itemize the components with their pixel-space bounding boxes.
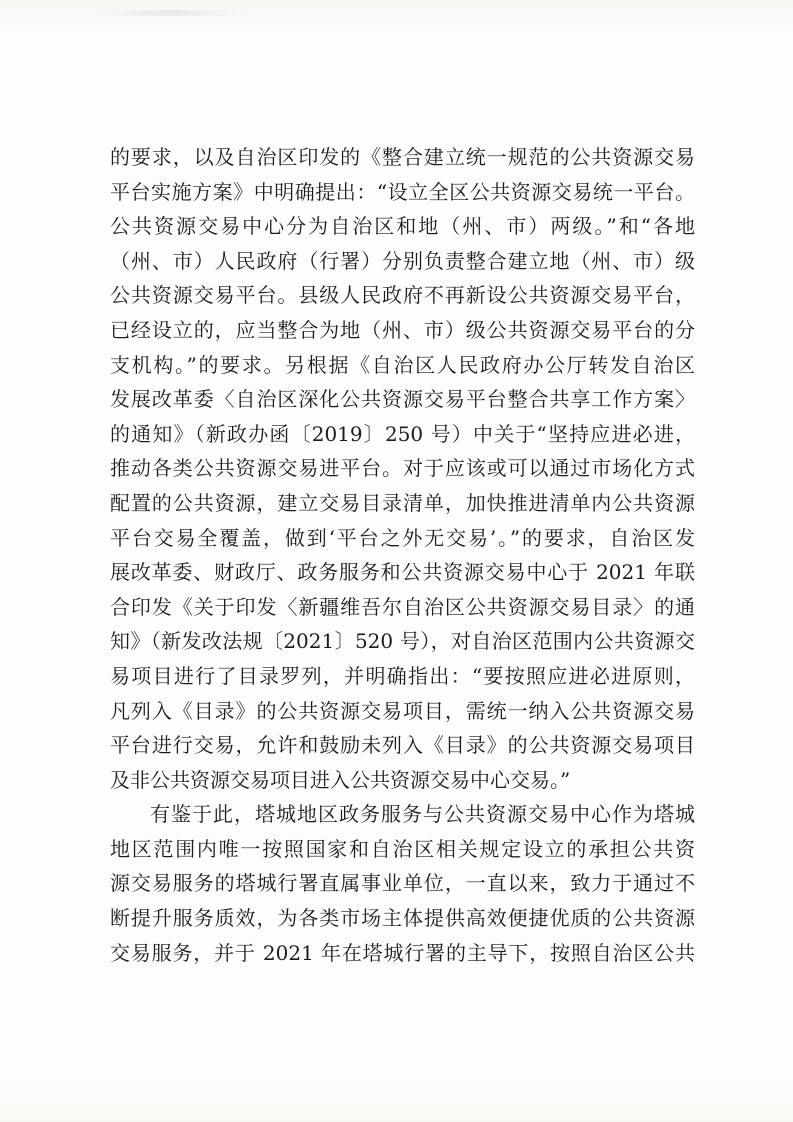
text-line: 地区范围内唯一按照国家和自治区相关规定设立的承担公共资: [110, 836, 695, 861]
paragraph-1: [110, 140, 695, 797]
text-line: 平台实施方案》中明确提出：“设立全区公共资源交易统一平台。: [110, 179, 695, 204]
scan-artifact: [95, 10, 245, 16]
text-line: 配置的公共资源，建立交易目录清单，加快推进清单内公共资源: [110, 490, 695, 515]
text-line: 合印发《关于印发〈新疆维吾尔自治区公共资源交易目录〉的通: [110, 594, 695, 619]
text-line: 凡列入《目录》的公共资源交易项目，需统一纳入公共资源交易: [110, 698, 695, 723]
text-line: 源交易服务的塔城行署直属事业单位，一直以来，致力于通过不: [110, 871, 695, 896]
text-line: 展改革委、财政厅、政务服务和公共资源交易中心于 2021 年联: [110, 560, 695, 585]
text-line: 推动各类公共资源交易进平台。对于应该或可以通过市场化方式: [110, 456, 695, 481]
text-line: 公共资源交易平台。县级人民政府不再新设公共资源交易平台，: [110, 283, 695, 308]
text-line: 支机构。”的要求。另根据《自治区人民政府办公厅转发自治区: [110, 352, 695, 377]
text-line: 知》（新发改法规〔2021〕520 号），对自治区范围内公共资源交: [110, 629, 695, 654]
text-line: 断提升服务质效，为各类市场主体提供高效便捷优质的公共资源: [110, 906, 695, 931]
text-line: 及非公共资源交易项目进入公共资源交易中心交易。”: [110, 767, 571, 792]
text-line: 易项目进行了目录罗列，并明确指出：“要按照应进必进原则，: [110, 663, 695, 688]
text-line: （州、市）人民政府（行署）分别负责整合建立地（州、市）级: [110, 248, 695, 273]
text-line: 的通知》（新政办函〔2019〕250 号）中关于“坚持应进必进，: [110, 421, 695, 446]
text-line: 平台交易全覆盖，做到‘平台之外无交易’。”的要求，自治区发: [110, 525, 695, 550]
text-line: 发展改革委〈自治区深化公共资源交易平台整合共享工作方案〉: [110, 387, 695, 412]
document-body: [110, 140, 695, 970]
text-line: 的要求，以及自治区印发的《整合建立统一规范的公共资源交易: [110, 145, 695, 169]
text-line: 交易服务，并于 2021 年在塔城行署的主导下，按照自治区公共: [110, 940, 695, 965]
text-line: 平台进行交易，允许和鼓励未列入《目录》的公共资源交易项目: [110, 733, 695, 758]
text-line: 有鉴于此，塔城地区政务服务与公共资源交易中心作为塔城: [150, 802, 695, 827]
text-line: 已经设立的，应当整合为地（州、市）级公共资源交易平台的分: [110, 317, 695, 342]
paragraph-2: [110, 797, 695, 970]
text-line: 公共资源交易中心分为自治区和地（州、市）两级。”和“各地: [110, 214, 695, 239]
